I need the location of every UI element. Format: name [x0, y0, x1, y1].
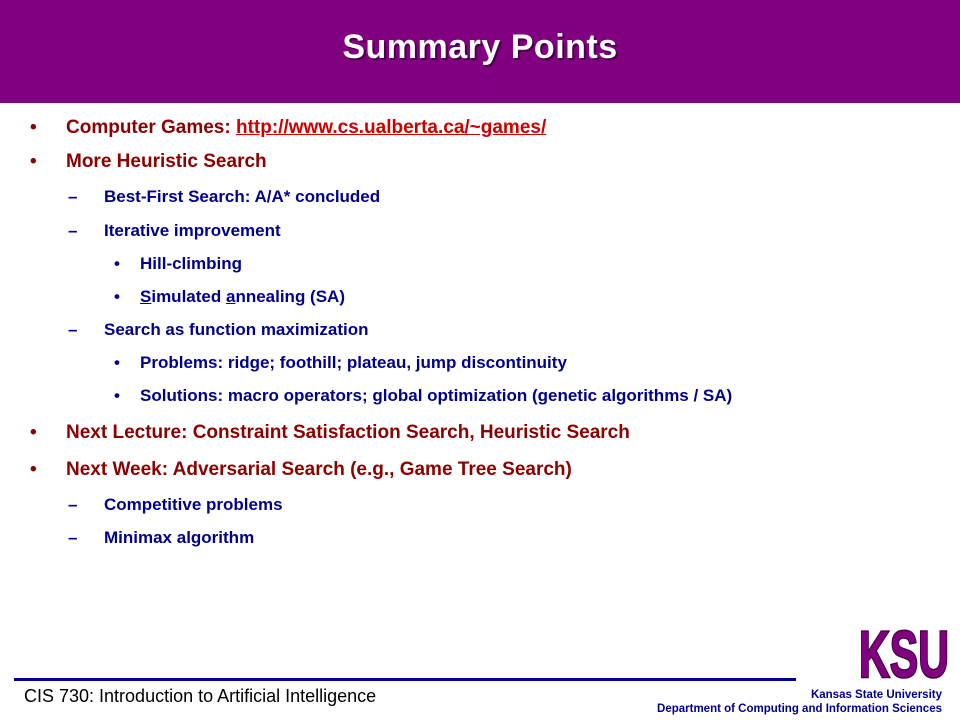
dash-marker: –: [68, 221, 78, 240]
title-bar: [0, 0, 960, 103]
department-name: Department of Computing and Information Sciences: [657, 703, 942, 715]
list-item: [114, 353, 567, 373]
dash-marker: –: [68, 187, 78, 206]
bullet-text: Minimax algorithm: [104, 528, 255, 547]
list-item: [30, 117, 546, 139]
bullet-marker: •: [30, 151, 37, 172]
list-item: [30, 422, 630, 444]
dash-marker: –: [68, 320, 78, 339]
list-item: [114, 386, 732, 406]
bullet-text: Search as function maximization: [104, 320, 369, 339]
bullet-text: Hill-climbing: [140, 254, 242, 273]
bullet-text: Computer Games:: [66, 117, 236, 138]
list-item: [30, 459, 572, 481]
bullet-marker: •: [114, 353, 120, 372]
slide-title: Summary Points: [342, 28, 618, 66]
bullet-marker: •: [114, 254, 120, 273]
list-item: [114, 287, 345, 307]
bullet-text: Problems: ridge; foothill; plateau, jump discontinuity: [140, 353, 567, 372]
list-item: [114, 254, 242, 274]
bullet-marker: •: [114, 386, 120, 405]
bullet-text: Best-First Search: A/A* concluded: [104, 187, 381, 206]
bullet-text: Competitive problems: [104, 495, 283, 514]
course-title: CIS 730: Introduction to Artificial Intelligence: [24, 686, 377, 706]
list-item: [68, 187, 380, 207]
footer-rule: [14, 678, 796, 681]
dash-marker: –: [68, 528, 78, 547]
bullet-text: nnealing (SA): [235, 287, 345, 306]
ksu-logo-text: KSU: [859, 618, 949, 684]
underlined-letter: a: [225, 287, 236, 306]
bullet-text: imulated: [151, 287, 226, 306]
games-link[interactable]: http://www.cs.ualberta.ca/~games/: [235, 117, 547, 138]
university-name: Kansas State University: [810, 689, 942, 701]
ksu-logo: [858, 618, 950, 684]
list-item: [68, 495, 283, 515]
bullet-text: Iterative improvement: [104, 221, 281, 240]
bullet-text: More Heuristic Search: [66, 151, 267, 172]
bullet-marker: •: [30, 422, 37, 443]
bullet-text: Solutions: macro operators; global optimization (genetic algorithms / SA): [140, 386, 733, 405]
list-item: [68, 221, 281, 241]
bullet-marker: •: [114, 287, 120, 306]
bullet-text: Next Lecture: Constraint Satisfaction Search, Heuristic Search: [66, 422, 630, 443]
bullet-marker: •: [30, 117, 37, 138]
list-item: [30, 151, 267, 173]
bullet-text: Next Week: Adversarial Search (e.g., Game Tree Search): [66, 459, 572, 480]
bullet-marker: •: [30, 459, 37, 480]
list-item: [68, 320, 369, 340]
dash-marker: –: [68, 495, 78, 514]
university-block: [657, 688, 942, 716]
list-item: [68, 528, 254, 548]
underlined-letter: S: [140, 287, 152, 306]
